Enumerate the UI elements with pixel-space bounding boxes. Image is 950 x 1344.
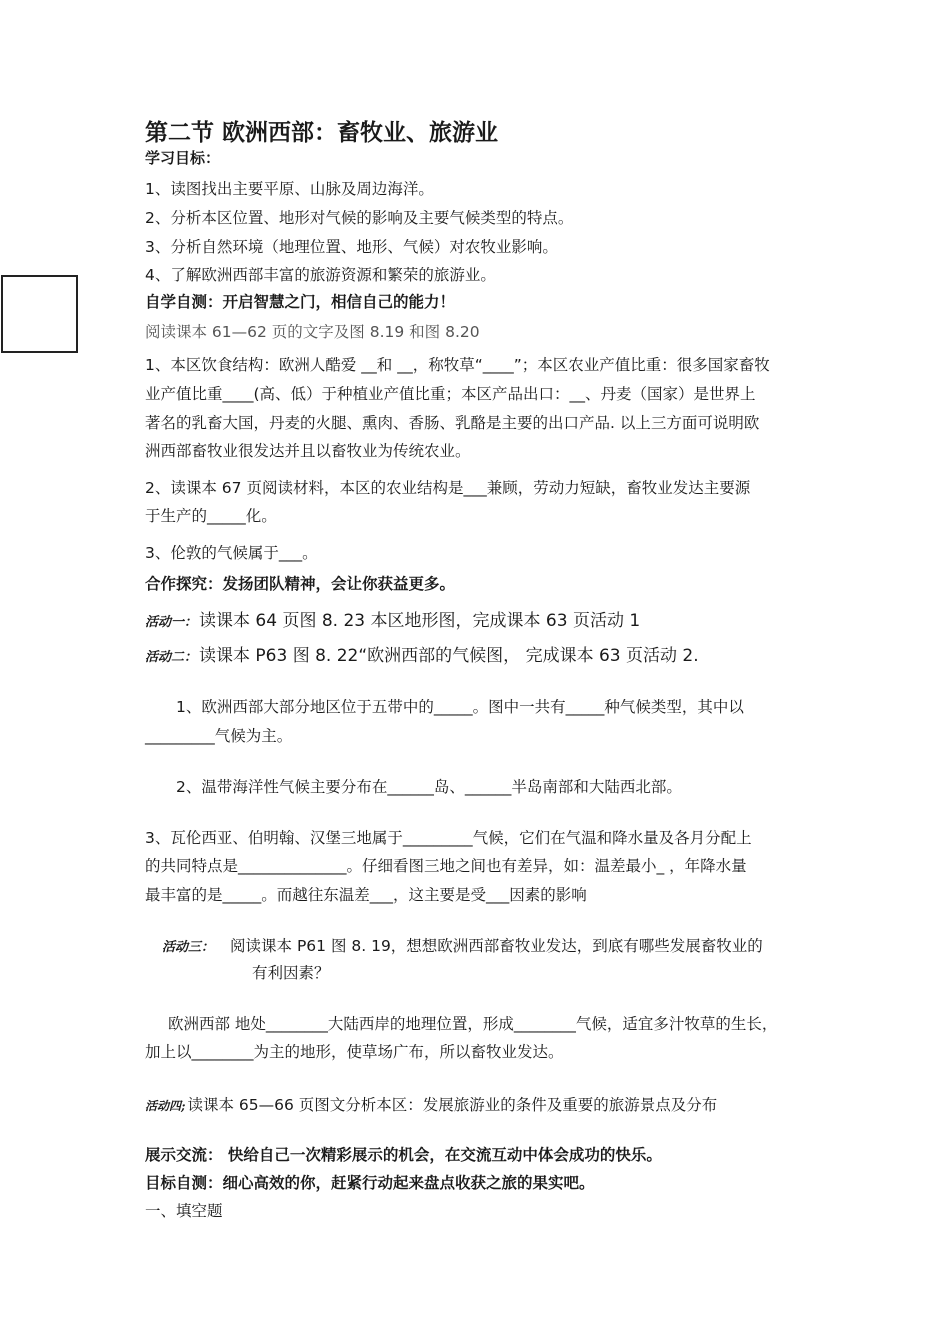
reading-note: 阅读课本 61—62 页的文字及图 8.19 和图 8.20 [145,323,480,341]
show-heading: 展示交流： 快给自己一次精彩展示的机会，在交流互动中体会成功的快乐。 [145,1146,662,1164]
a3-answer-line-2: 加上以________为主的地形，使草场广布，所以畜牧业发达。 [145,1043,564,1061]
a2-q3-line-2: 的共同特点是______________。仔细看图三地之间也有差异，如：温差最小_ ，年降水量 [145,857,747,875]
coop-heading: 合作探究：发扬团队精神，会让你获益更多。 [145,575,456,593]
a2-q1-line-2: _________气候为主。 [145,727,293,745]
activity-3-tag: 活动三： [162,940,215,955]
q2-line-2: 于生产的_____化。 [145,507,277,525]
q1-line-3: 著名的乳畜大国，丹麦的火腿、熏肉、香肠、乳酪是主要的出口产品. 以上三方面可说明欧 [145,414,760,432]
target-heading: 目标自测：细心高效的你，赶紧行动起来盘点收获之旅的果实吧。 [145,1174,595,1192]
a2-q1-line-1: 1、欧洲西部大部分地区位于五带中的_____。图中一共有_____种气候类型，其中以 [176,698,744,716]
activity-2-tag: 活动二： [145,650,198,665]
activity-2-text: 读课本 P63 图 8. 22“欧洲西部的气候图， 完成课本 63 页活动 2. [199,646,699,666]
q1-line-2: 业产值比重____(高、低）于种植业产值比重；本区产品出口：__、丹麦（国家）是世界上 [145,385,756,403]
a2-q3-line-1: 3、瓦伦西亚、伯明翰、汉堡三地属于_________气候，它们在气温和降水量及各月分配上 [145,829,752,847]
activity-3-text-2: 有利因素？ [252,964,330,982]
page-title: 第二节 欧洲西部：畜牧业、旅游业 [145,120,499,146]
activity-1-text: 读课本 64 页图 8. 23 本区地形图，完成课本 63 页活动 1 [199,611,641,631]
objectives-heading: 学习目标： [145,149,221,167]
objective-2: 2、分析本区位置、地形对气候的影响及主要气候类型的特点。 [145,209,574,227]
objective-1: 1、读图找出主要平原、山脉及周边海洋。 [145,180,434,198]
activity-3-text: 阅读课本 P61 图 8. 19，想想欧洲西部畜牧业发达，到底有哪些发展畜牧业的 [230,937,763,955]
activity-4 [145,1098,717,1114]
selftest-heading: 自学自测：开启智慧之门，相信自己的能力！ [145,293,456,311]
q1-line-1: 1、本区饮食结构：欧洲人酷爱 __和 __，称牧草“____”；本区农业产值比重：很多国家畜牧 [145,356,770,374]
a2-q3-line-3: 最丰富的是_____。而越往东温差___，这主要是受___因素的影响 [145,886,587,904]
activity-4-text: 读课本 65—66 页图文分析本区：发展旅游业的条件及重要的旅游景点及分布 [187,1096,718,1114]
activity-1-tag: 活动一： [145,615,198,630]
q3: 3、伦敦的气候属于___。 [145,544,318,562]
activity-3 [162,939,763,955]
activity-2 [145,648,699,665]
q2-line-1: 2、读课本 67 页阅读材料，本区的农业结构是___兼顾，劳动力短缺，畜牧业发达主要源 [145,479,751,497]
fill-heading: 一、填空题 [145,1202,223,1220]
margin-box [1,275,78,353]
a2-q2: 2、温带海洋性气候主要分布在______岛、______半岛南部和大陆西北部。 [176,778,682,796]
activity-1 [145,613,640,630]
q1-line-4: 洲西部畜牧业很发达并且以畜牧业为传统农业。 [145,442,471,460]
objective-4: 4、了解欧洲西部丰富的旅游资源和繁荣的旅游业。 [145,266,496,284]
objective-3: 3、分析自然环境（地理位置、地形、气候）对农牧业影响。 [145,238,558,256]
activity-4-tag: 活动四; [145,1099,186,1113]
a3-answer-line-1: 欧洲西部 地处________大陆西岸的地理位置，形成________气候，适宜多汁牧草的生长， [168,1015,778,1033]
